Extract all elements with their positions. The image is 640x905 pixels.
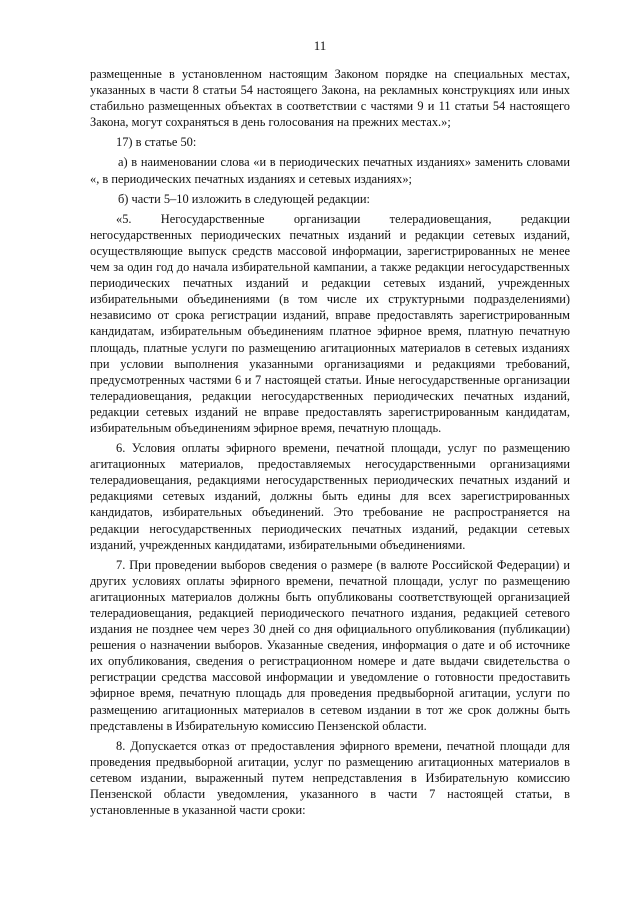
document-body <box>90 66 570 822</box>
paragraph-part-7: 7. При проведении выборов сведения о размере (в валюте Российской Федерации) и других условиях оплаты эфирного времени, печатной площади, услуг по размещению агитационных материалов должны быть опубликованы соответствующей организацией телерадиовещания, редакцией периодического печатного издания, редакцией сетевого издания не позднее чем через 30 дней со дня официального опубликования (публикации) решения о назначении выборов. Указанные сведения, информация о дате и об источнике их опубликования, сведения о регистрационном номере и дате выдачи свидетельства о регистрации средства массовой информации и уведомление о готовности предоставить эфирное время, печатную площадь для проведения предвыборной агитации, услуги по размещению агитационных материалов в сетевом издании в тот же срок должны быть представлены в Избирательную комиссию Пензенской области. <box>90 557 570 733</box>
paragraph-part-6: 6. Условия оплаты эфирного времени, печатной площади, услуг по размещению агитационных материалов, предоставляемых негосударственными организациями телерадиовещания, редакциями негосударственных периодических печатных изданий и редакциями сетевых изданий, должны быть едины для всех зарегистрированных кандидатов, избирательных объединений. Это требование не распространяется на редакции негосударственных периодических печатных изданий, редакции сетевых изданий, учрежденных кандидатами, избирательными объединениями. <box>90 441 570 552</box>
paragraph-subitem-a: а) в наименовании слова «и в периодических печатных изданиях» заменить словами «, в периодических печатных изданиях и сетевых изданиях»; <box>90 155 570 186</box>
paragraph-continuation: размещенные в установленном настоящим Законом порядке на специальных местах, указанных в части 8 статьи 54 настоящего Закона, на рекламных конструкциях или иных стабильно размещенных объектах в соответствии с частями 9 и 11 статьи 54 настоящего Закона, могут сохраняться в день голосования на прежних местах.»; <box>90 67 570 130</box>
paragraph-part-8: 8. Допускается отказ от предоставления эфирного времени, печатной площади для проведения предвыборной агитации, услуг по размещению агитационных материалов в сетевом издании, выраженный путем непредставления в Избирательную комиссию Пензенской области уведомления, указанного в части 7 настоящей статьи, в установленные в указанной части сроки: <box>90 738 570 818</box>
page-number: 11 <box>313 38 327 53</box>
paragraph-part-5: «5. Негосударственные организации телерадиовещания, редакции негосударственных периодических печатных изданий и редакции сетевых изданий, осуществляющие выпуск средств массовой информации, зарегистрированных не менее чем за один год до начала избирательной кампании, а также редакции негосударственных периодических печатных изданий и редакции сетевых изданий, учрежденных избирательными объединениями (в том числе их структурными подразделениями) независимо от срока регистрации изданий, вправе предоставлять зарегистрированным кандидатам, избирательным объединениям платное эфирное время, платную печатную площадь, платные услуги по размещению агитационных материалов в сетевых изданиях при условии выполнения указанными организациями и редакциями требований, предусмотренных частями 6 и 7 настоящей статьи. Иные негосударственные организации телерадиовещания, редакции негосударственных периодических печатных изданий, редакции сетевых изданий не вправе предоставлять зарегистрированным кандидатам, избирательным объединениям эфирное время, печатную площадь. <box>90 211 570 435</box>
paragraph-item-17: 17) в статье 50: <box>116 135 197 150</box>
paragraph-subitem-b: б) части 5–10 изложить в следующей редакции: <box>118 191 370 206</box>
